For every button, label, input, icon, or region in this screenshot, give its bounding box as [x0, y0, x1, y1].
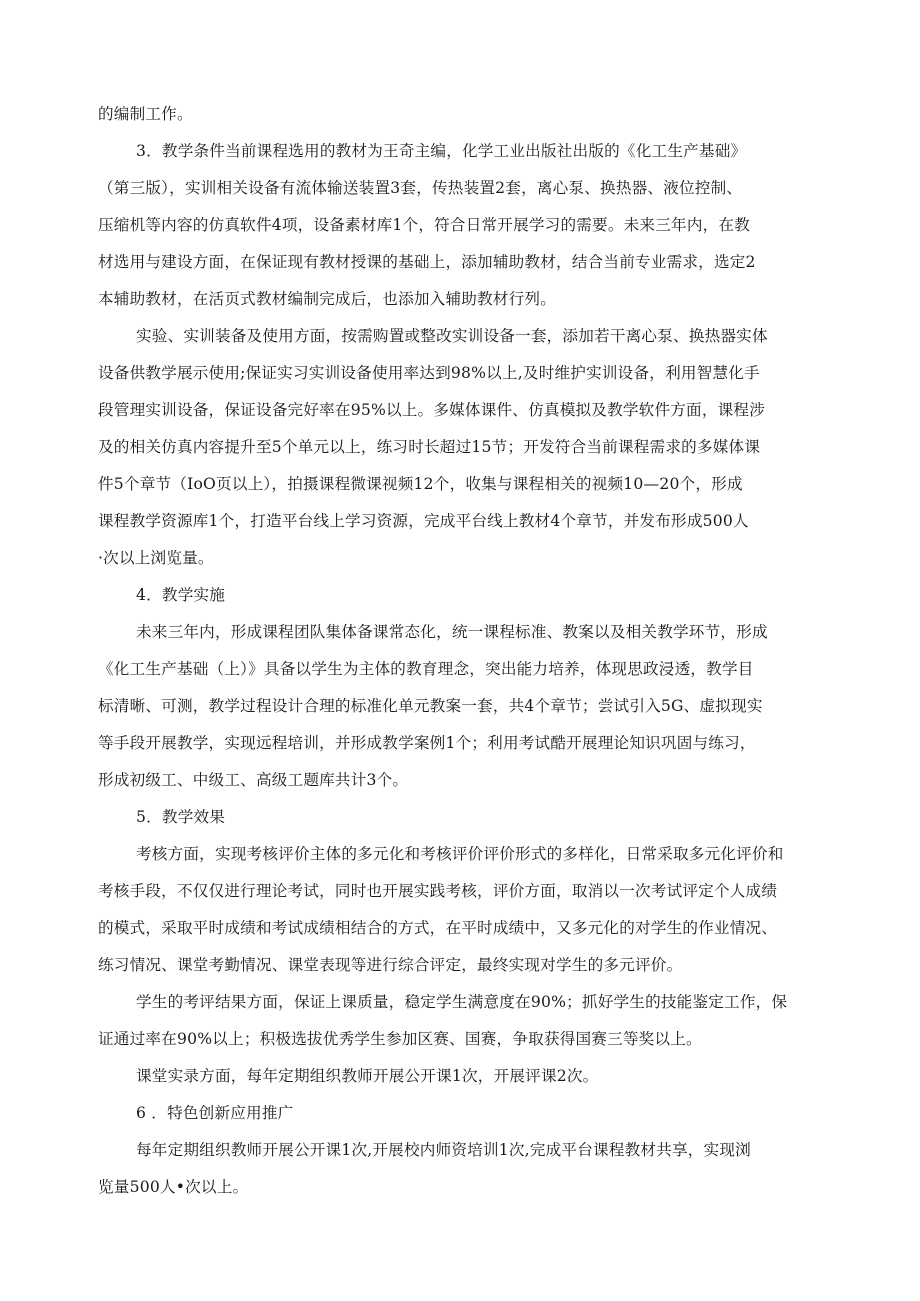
- text-line-19: 形成初级工、中级工、高级工题库共计3个。: [98, 771, 409, 789]
- text-line-1: 的编制工作。: [98, 105, 193, 123]
- text-line-26: 证通过率在90%以上；积极选拔优秀学生参加区赛、国赛，争取获得国赛三等奖以上。: [98, 1030, 702, 1048]
- text-line-11: 件5个章节（IoO页以上），拍摄课程微课视频12个，收集与课程相关的视频10—20个，形成: [98, 475, 743, 493]
- text-line-5: 材选用与建设方面，在保证现有教材授课的基础上，添加辅助教材，结合当前专业需求，选定2: [98, 253, 756, 271]
- section-heading-5: 5．教学效果: [136, 808, 226, 826]
- text-line-6: 本辅助教材，在活页式教材编制完成后，也添加入辅助教材行列。: [98, 290, 557, 308]
- evaluation-paragraph-line: 学生的考评结果方面，保证上课质量，稳定学生满意度在90%；抓好学生的技能鉴定工作，保: [136, 993, 788, 1011]
- section-heading-6: 6 ．特色创新应用推广: [136, 1104, 294, 1122]
- text-line-9: 段管理实训设备，保证设备完好率在95%以上。多媒体课件、仿真模拟及教学软件方面，课程涉: [98, 401, 766, 419]
- document-page: [98, 96, 830, 1206]
- section-heading-4: 4．教学实施: [136, 586, 226, 604]
- text-line-8: 设备供教学展示使用;保证实习实训设备使用率达到98%以上,及时维护实训设备，利用智慧化手: [98, 364, 760, 382]
- text-line-10: 及的相关仿真内容提升至5个单元以上，练习时长超过15节；开发符合当前课程需求的多媒体课: [98, 438, 761, 456]
- text-line-3: （第三版），实训相关设备有流体输送装置3套，传热装置2套，离心泵、换热器、液位控制、: [98, 179, 743, 197]
- equipment-paragraph-line: 实验、实训装备及使用方面，按需购置或整改实训设备一套，添加若干离心泵、换热器实体: [136, 327, 768, 345]
- text-line-23: 的模式，采取平时成绩和考试成绩相结合的方式，在平时成绩中，又多元化的对学生的作业情况、: [98, 919, 778, 937]
- text-line-17: 标清晰、可测，教学过程设计合理的标准化单元教案一套，共4个章节；尝试引入5G、虚拟现实: [98, 697, 763, 715]
- promotion-paragraph-line: 每年定期组织教师开展公开课1次,开展校内师资培训1次,完成平台课程教材共享，实现浏: [136, 1141, 751, 1159]
- text-line-4: 压缩机等内容的仿真软件4项，设备素材库1个，符合日常开展学习的需要。未来三年内，在教: [98, 216, 750, 234]
- text-line-16: 《化工生产基础（上）》具备以学生为主体的教育理念，突出能力培养，体现思政浸透，教学目: [98, 660, 754, 678]
- text-line-18: 等手段开展教学，实现远程培训，并形成教学案例1个；利用考试酷开展理论知识巩固与练习，: [98, 734, 756, 752]
- text-line-30: 览量500人•次以上。: [98, 1178, 249, 1196]
- text-line-13: ·次以上浏览量。: [98, 549, 214, 567]
- implementation-paragraph-line: 未来三年内，形成课程团队集体备课常态化，统一课程标准、教案以及相关教学环节，形成: [136, 623, 768, 641]
- classroom-record-line: 课堂实录方面，每年定期组织教师开展公开课1次，开展评课2次。: [136, 1067, 599, 1085]
- assessment-paragraph-line: 考核方面，实现考核评价主体的多元化和考核评价评价形式的多样化，日常采取多元化评价和: [136, 845, 784, 863]
- section-3-paragraph-line: 3．教学条件当前课程选用的教材为王奇主编，化学工业出版社出版的《化工生产基础》: [136, 142, 747, 160]
- text-line-12: 课程教学资源库1个，打造平台线上学习资源，完成平台线上教材4个章节，并发布形成500人: [98, 512, 749, 530]
- text-line-22: 考核手段，不仅仅进行理论考试，同时也开展实践考核，评价方面，取消以一次考试评定个人成绩: [98, 882, 778, 900]
- text-line-24: 练习情况、课堂考勤情况、课堂表现等进行综合评定，最终实现对学生的多元评价。: [98, 956, 683, 974]
